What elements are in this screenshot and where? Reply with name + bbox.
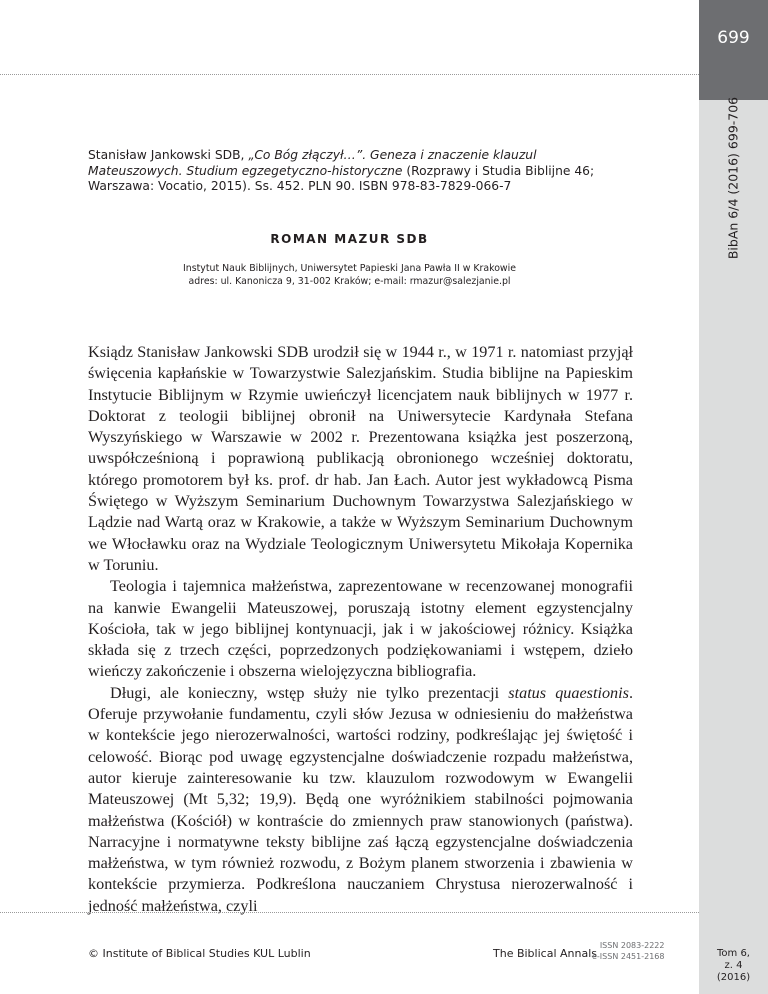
copyright-notice: © Institute of Biblical Studies KUL Lublin bbox=[88, 947, 311, 960]
affiliation-institute: Instytut Nauk Biblijnych, Uniwersytet Papieski Jana Pawła II w Krakowie bbox=[183, 263, 516, 274]
eissn: e-ISSN 2451-2168 bbox=[592, 952, 665, 961]
body-paragraph bbox=[88, 683, 633, 917]
top-divider bbox=[0, 74, 699, 75]
review-body bbox=[88, 342, 633, 917]
issn-block bbox=[592, 940, 664, 962]
journal-name: The Biblical Annals bbox=[493, 947, 597, 960]
body-paragraph: Ksiądz Stanisław Jankowski SDB urodził się w 1944 r., w 1971 r. natomiast przyjął święcenia kapłańskie w Towarzystwie Salezjańskim. Studia biblijne na Papieskim Instytucie Biblijnym w Rzymie uwieńczył licencjatem nauk biblijnych w 1977 r. Doktorat z teologii biblijnej obronił na Uniwersytecie Kardynała Stefana Wyszyńskiego w Warszawie w 2002 r. Prezentowana książka jest poszerzoną, uwspółcześnioną i poprawioną publikacją obronionego wcześniej doktoratu, którego promotorem był ks. prof. dr hab. Jan Łach. Autor jest wykładowcą Pisma Świętego w Wyższym Seminarium Duchownym Towarzystwa Salezjańskiego w Lądzie nad Wartą oraz w Krakowie, a także w Wyższym Seminarium Duchownym we Włocławku oraz na Wydziale Teologicznym Uniwersytetu Mikołaja Kopernika w Toruniu. bbox=[88, 343, 633, 574]
latin-term: status quaestionis bbox=[508, 683, 629, 702]
reviewer-name: ROMAN MAZUR SDB bbox=[270, 232, 429, 246]
paragraph-text: . Oferuje przywołanie fundamentu, czyli słów Jezusa w odniesieniu do małżeństwa w kontekście jego nierozerwalności, wartości rodziny, podkreślając jej świętość i celowość. Biorąc pod uwagę egzystencjalne doświadczenie rozpadu małżeństwa, autor kieruje zainteresowanie ku tzw. klauzulom rozwodowym w Ewangelii Mateuszowej (Mt 5,32; 19,9). Będą one wyróżnikiem stabilności pojmowania małżeństwa (Kościół) w kontraście do zmiennych praw stanowionych (państwa). Narracyjne i normatywne teksty biblijne zaś łączą egzystencjalne doświadczenia małżeństwa, w tym również rozwodu, z Bożym planem stworzenia i zbawienia w kontekście przymierza. Podkreślona nauczaniem Chrystusa nierozerwalność i jedność małżeństwa, czyli bbox=[88, 683, 633, 915]
bottom-divider bbox=[0, 912, 699, 913]
page-number: 699 bbox=[717, 28, 750, 48]
affiliation-address: adres: ul. Kanonicza 9, 31-002 Kraków; e-mail: rmazur@salezjanie.pl bbox=[188, 275, 511, 287]
affiliation bbox=[0, 263, 699, 288]
journal-reference-vertical: BibAn 6/4 (2016) 699-706 bbox=[725, 96, 741, 260]
volume-info-line: Tom 6, bbox=[717, 948, 750, 959]
volume-info-line: (2016) bbox=[716, 972, 751, 983]
book-title: „Co Bóg złączył…”. Geneza i znaczenie klauzul Mateuszowych. Studium egzegetyczno-historyczne bbox=[88, 148, 537, 178]
page-number-box bbox=[699, 0, 768, 100]
book-publication-details: (Rozprawy i Studia Biblijne 46; Warszawa: Vocatio, 2015). Ss. 452. PLN 90. ISBN 978-83-7829-066-7 bbox=[88, 163, 595, 193]
issn: ISSN 2083-2222 bbox=[599, 941, 665, 950]
volume-info-line: z. 4 bbox=[724, 960, 743, 971]
book-author: Stanisław Jankowski SDB, bbox=[88, 148, 249, 162]
paragraph-text: Długi, ale konieczny, wstęp służy nie tylko prezentacji bbox=[110, 683, 509, 702]
book-reference bbox=[88, 148, 633, 195]
volume-info bbox=[699, 948, 768, 984]
body-paragraph: Teologia i tajemnica małżeństwa, zaprezentowane w recenzowanej monografii na kanwie Ewangelii Mateuszowej, poruszają istotny element egzystencjalny Kościoła, tak w jego biblijnej kontynuacji, jak i w jakościowej różnicy. Książka składa się z trzech części, poprzedzonych podziękowaniami i wstępem, dzieło wieńczy zakończenie i obszerna wielojęzyczna bibliografia. bbox=[88, 577, 633, 681]
